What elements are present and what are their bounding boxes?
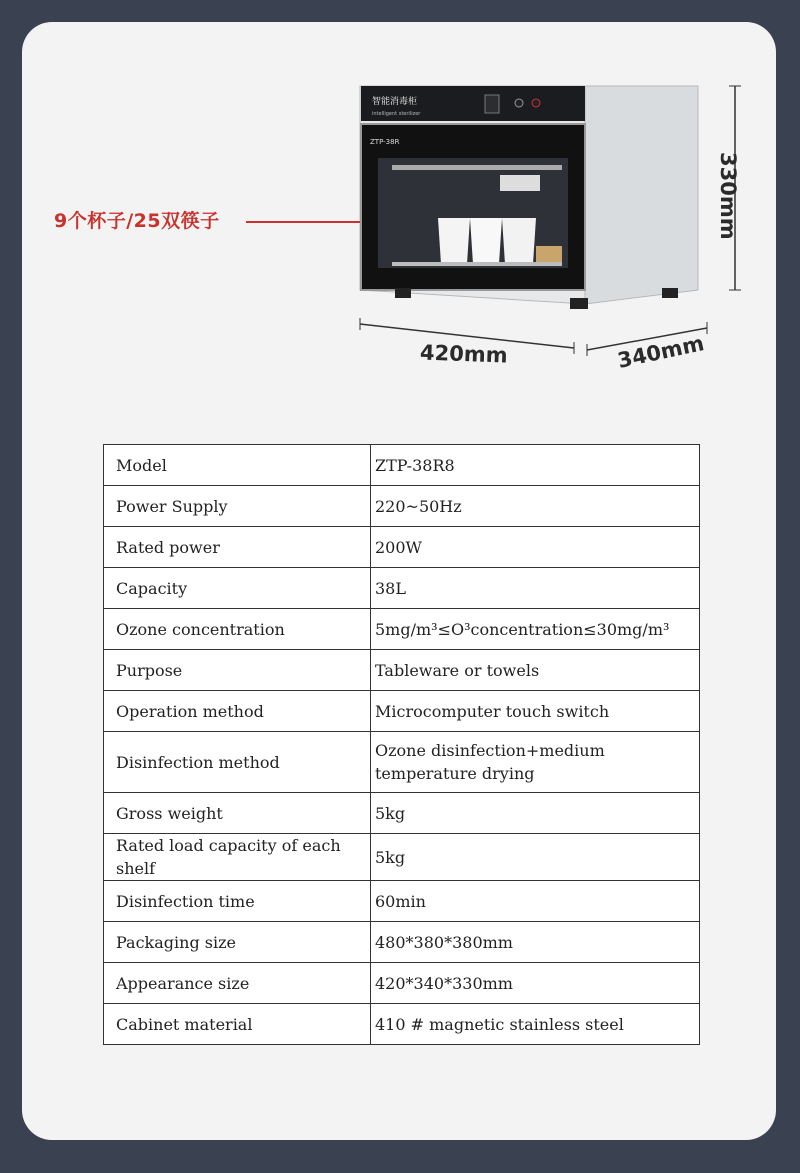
table-row bbox=[104, 568, 700, 609]
spec-value: 5kg bbox=[371, 793, 700, 834]
brand-en: intelligent sterilizer bbox=[372, 111, 421, 117]
product-image bbox=[0, 0, 800, 420]
power-button-icon bbox=[515, 99, 523, 107]
spec-value: 5mg/m³≤O³concentration≤30mg/m³ bbox=[371, 609, 700, 650]
spec-value: 5kg bbox=[371, 834, 700, 881]
spec-key: Purpose bbox=[104, 650, 371, 691]
table-row bbox=[104, 650, 700, 691]
spec-key: Disinfection method bbox=[104, 732, 371, 793]
spec-key: Rated load capacity of each shelf bbox=[104, 834, 371, 881]
table-row bbox=[104, 793, 700, 834]
spec-value: 60min bbox=[371, 881, 700, 922]
table-row bbox=[104, 691, 700, 732]
spec-key: Operation method bbox=[104, 691, 371, 732]
spec-table bbox=[103, 444, 700, 1045]
spec-key: Ozone concentration bbox=[104, 609, 371, 650]
spec-key: Model bbox=[104, 445, 371, 486]
height-dimension: 330mm bbox=[716, 152, 740, 240]
spec-key: Capacity bbox=[104, 568, 371, 609]
spec-value: 38L bbox=[371, 568, 700, 609]
spec-value: Microcomputer touch switch bbox=[371, 691, 700, 732]
spec-value: 220~50Hz bbox=[371, 486, 700, 527]
table-row bbox=[104, 732, 700, 793]
table-row bbox=[104, 527, 700, 568]
spec-value: 200W bbox=[371, 527, 700, 568]
table-row bbox=[104, 1004, 700, 1045]
brand-cn: 智能消毒柜 bbox=[372, 97, 418, 107]
spec-value: 480*380*380mm bbox=[371, 922, 700, 963]
spec-value: ZTP-38R8 bbox=[371, 445, 700, 486]
spec-value: Ozone disinfection+medium temperature drying bbox=[371, 732, 700, 793]
table-row bbox=[104, 922, 700, 963]
table-row bbox=[104, 963, 700, 1004]
table-row bbox=[104, 881, 700, 922]
capacity-callout: 9个杯子/25双筷子 bbox=[54, 210, 220, 232]
spec-value: 410 # magnetic stainless steel bbox=[371, 1004, 700, 1045]
table-row bbox=[104, 609, 700, 650]
table-row bbox=[104, 486, 700, 527]
spec-key: Appearance size bbox=[104, 963, 371, 1004]
spec-key: Cabinet material bbox=[104, 1004, 371, 1045]
spec-key: Power Supply bbox=[104, 486, 371, 527]
spec-value: Tableware or towels bbox=[371, 650, 700, 691]
callout-line bbox=[246, 221, 360, 223]
spec-value: 420*340*330mm bbox=[371, 963, 700, 1004]
spec-key: Gross weight bbox=[104, 793, 371, 834]
depth-dimension: 340mm bbox=[615, 331, 707, 373]
table-row bbox=[104, 445, 700, 486]
door-model: ZTP-38R bbox=[370, 138, 400, 146]
spec-key: Disinfection time bbox=[104, 881, 371, 922]
spec-key: Rated power bbox=[104, 527, 371, 568]
spec-key: Packaging size bbox=[104, 922, 371, 963]
start-button-icon bbox=[532, 99, 540, 107]
table-row bbox=[104, 834, 700, 881]
width-dimension: 420mm bbox=[419, 340, 509, 368]
